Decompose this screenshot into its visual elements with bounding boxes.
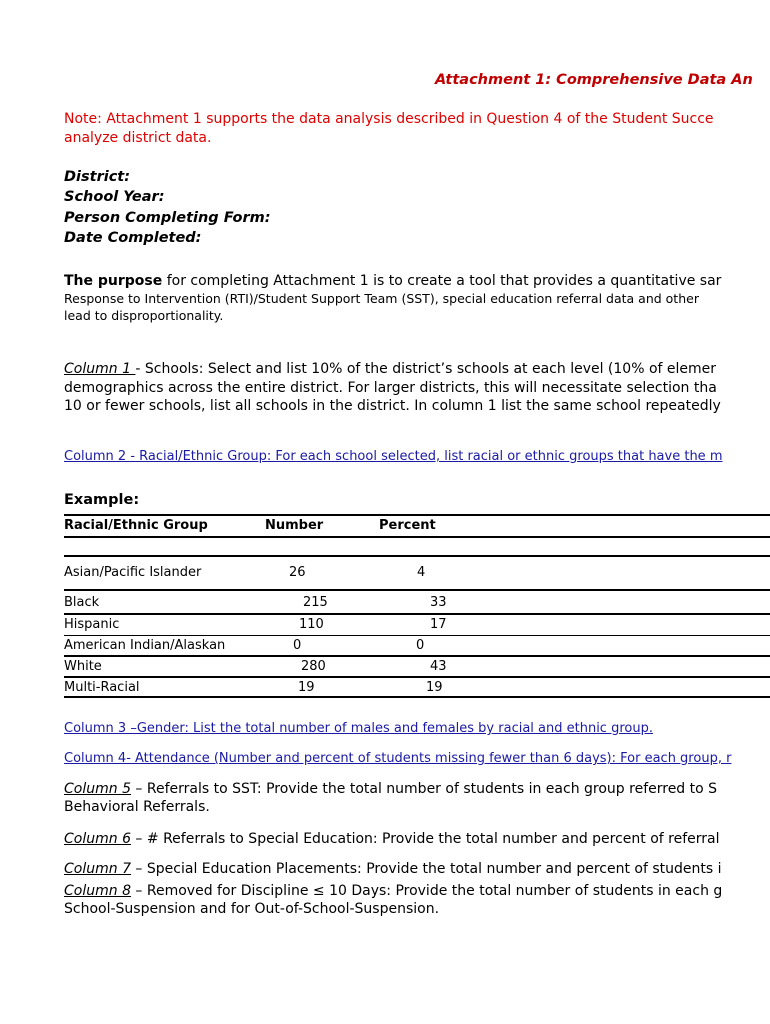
column5-line-1-text: – Referrals to SST: Provide the total number of students in each group referred to S [130,781,718,797]
column6-line [64,831,720,847]
header-racial-ethnic-group: Racial/Ethnic Group [64,518,208,533]
field-school-year: School Year: [64,189,165,205]
field-person-completing: Person Completing Form: [64,210,271,226]
row-percent: 4 [417,565,426,580]
example-label: Example: [64,492,140,508]
column7-label: Column 7 [64,861,131,877]
column7-line [64,861,722,877]
column5-line-2: Behavioral Referrals. [64,799,210,815]
purpose-line-2: Response to Intervention (RTI)/Student Support Team (SST), special education referral data and other [64,291,699,306]
column1-label: Column 1 [64,361,136,377]
column8-line-1 [64,883,722,899]
row-group: White [64,659,102,674]
purpose-bold: The purpose [64,273,163,289]
row-rule [64,676,770,678]
row-number: 215 [303,595,328,610]
row-number: 280 [301,659,326,674]
column4-link[interactable]: Column 4- Attendance (Number and percent of students missing fewer than 6 days): For each group, r [64,751,732,766]
row-rule [64,589,770,591]
column6-label: Column 6 [64,831,131,847]
column5-line-1 [64,781,717,797]
purpose-line-1-text: for completing Attachment 1 is to create a tool that provides a quantitative sar [162,273,722,289]
row-percent: 33 [430,595,447,610]
header-rule-2 [64,555,770,557]
column1-line-1-text: - Schools: Select and list 10% of the district’s schools at each level (10% of elemer [135,361,717,377]
row-percent: 0 [416,638,425,653]
header-number: Number [265,518,324,533]
row-rule [64,613,770,615]
row-group: Multi-Racial [64,680,140,695]
column6-text: – # Referrals to Special Education: Provide the total number and percent of referral [130,831,720,847]
row-rule [64,635,770,636]
row-group: American Indian/Alaskan [64,638,226,653]
purpose-line-1 [64,273,721,289]
field-date-completed: Date Completed: [64,230,202,246]
field-district: District: [64,169,131,185]
header-percent: Percent [379,518,436,533]
column8-line-1-text: – Removed for Discipline ≤ 10 Days: Provide the total number of students in each g [130,883,723,899]
row-percent: 17 [430,617,447,632]
header-rule [64,536,770,538]
note-line-2: analyze district data. [64,130,212,146]
note-line-1: Note: Attachment 1 supports the data analysis described in Question 4 of the Student Succe [64,111,714,127]
row-group: Black [64,595,100,610]
table-bottom-rule [64,696,770,698]
row-group: Asian/Pacific Islander [64,565,202,580]
column8-label: Column 8 [64,883,131,899]
purpose-line-3: lead to disproportionality. [64,308,224,323]
row-number: 0 [293,638,302,653]
column8-line-2: School-Suspension and for Out-of-School-Suspension. [64,901,440,917]
column1-line-1 [64,361,716,377]
row-number: 26 [289,565,306,580]
row-percent: 43 [430,659,447,674]
row-rule [64,655,770,657]
column2-link[interactable]: Column 2 - Racial/Ethnic Group: For each school selected, list racial or ethnic groups that have the m [64,449,723,464]
column1-line-2: demographics across the entire district. For larger districts, this will necessitate selection tha [64,380,717,396]
column5-label: Column 5 [64,781,131,797]
row-group: Hispanic [64,617,120,632]
page-title: Attachment 1: Comprehensive Data An [435,72,753,88]
row-number: 110 [299,617,324,632]
row-number: 19 [298,680,315,695]
column7-text: – Special Education Placements: Provide the total number and percent of students i [130,861,722,877]
column1-line-3: 10 or fewer schools, list all schools in the district. In column 1 list the same school repeatedly [64,398,721,414]
table-top-rule [64,514,770,516]
row-percent: 19 [426,680,443,695]
column3-link[interactable]: Column 3 –Gender: List the total number of males and females by racial and ethnic group. [64,721,653,736]
